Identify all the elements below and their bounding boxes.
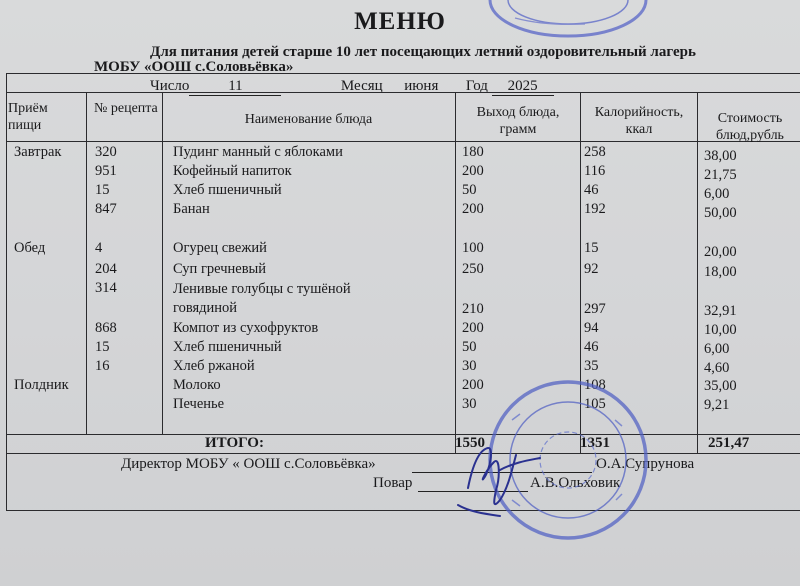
cell-cost: 35,00 bbox=[704, 378, 737, 394]
cell-yield: 50 bbox=[462, 182, 477, 198]
cell-cost: 32,91 bbox=[704, 303, 737, 319]
cell-recipe: 15 bbox=[95, 339, 110, 355]
cell-cost: 6,00 bbox=[704, 186, 730, 202]
cell-recipe: 951 bbox=[95, 163, 117, 179]
cell-cost: 9,21 bbox=[704, 397, 730, 413]
cell-cost: 50,00 bbox=[704, 205, 737, 221]
cell-meal: Завтрак bbox=[14, 144, 62, 160]
cell-recipe: 847 bbox=[95, 201, 117, 217]
cell-kcal: 46 bbox=[584, 182, 599, 198]
year-value: 2025 bbox=[492, 78, 554, 96]
cell-recipe: 15 bbox=[95, 182, 110, 198]
cell-cost: 20,00 bbox=[704, 244, 737, 260]
cell-recipe: 314 bbox=[95, 280, 117, 296]
header-cost: Стоимость блюд,рубль bbox=[716, 111, 784, 143]
cell-dish: Суп гречневый bbox=[173, 261, 267, 277]
totals-kcal: 1351 bbox=[580, 435, 610, 451]
cell-dish: Хлеб пшеничный bbox=[173, 339, 282, 355]
cell-yield: 50 bbox=[462, 339, 477, 355]
cell-kcal: 297 bbox=[584, 301, 606, 317]
cell-kcal: 258 bbox=[584, 144, 606, 160]
cell-kcal: 46 bbox=[584, 339, 599, 355]
director-signature bbox=[458, 448, 540, 516]
subtitle-school: МОБУ «ООШ с.Соловьёвка» bbox=[94, 59, 294, 75]
cell-kcal: 192 bbox=[584, 201, 606, 217]
cell-kcal: 94 bbox=[584, 320, 599, 336]
cell-recipe: 204 bbox=[95, 261, 117, 277]
cell-recipe: 16 bbox=[95, 358, 110, 374]
cell-yield: 250 bbox=[462, 261, 484, 277]
cell-cost: 10,00 bbox=[704, 322, 737, 338]
header-recipe: № рецепта bbox=[94, 101, 158, 116]
cell-cost: 4,60 bbox=[704, 360, 730, 376]
cell-yield: 200 bbox=[462, 377, 484, 393]
cell-kcal: 108 bbox=[584, 377, 606, 393]
director-name: О.А.Супрунова bbox=[596, 456, 695, 472]
cell-cost: 38,00 bbox=[704, 148, 737, 164]
day-value: 11 bbox=[189, 78, 281, 96]
cell-yield: 30 bbox=[462, 396, 477, 412]
cell-dish: Хлеб ржаной bbox=[173, 358, 255, 374]
header-calories: Калорийность, ккал bbox=[594, 105, 684, 137]
director-label: Директор МОБУ « ООШ с.Соловьёвка» bbox=[121, 456, 376, 472]
top-stamp bbox=[490, 0, 646, 36]
month-label: Месяц bbox=[340, 78, 383, 94]
cell-recipe: 320 bbox=[95, 144, 117, 160]
month-value: июня bbox=[404, 78, 439, 94]
cell-dish: говядиной bbox=[173, 300, 238, 316]
cell-dish: Кофейный напиток bbox=[173, 163, 292, 179]
bottom-stamp bbox=[490, 382, 646, 538]
totals-cost: 251,47 bbox=[708, 435, 750, 451]
cell-yield: 200 bbox=[462, 201, 484, 217]
subtitle-camp: Для питания детей старше 10 лет посещающих летний оздоровительный лагерь bbox=[150, 44, 696, 60]
cell-yield: 200 bbox=[462, 320, 484, 336]
header-dish: Наименование блюда bbox=[244, 112, 373, 127]
cell-cost: 6,00 bbox=[704, 341, 730, 357]
cell-kcal: 92 bbox=[584, 261, 599, 277]
cell-recipe: 868 bbox=[95, 320, 117, 336]
cell-yield: 180 bbox=[462, 144, 484, 160]
year-label: Год bbox=[465, 78, 488, 94]
cell-cost: 21,75 bbox=[704, 167, 737, 183]
header-yield: Выход блюда, грамм bbox=[476, 105, 560, 137]
cell-kcal: 35 bbox=[584, 358, 599, 374]
cell-meal: Полдник bbox=[14, 377, 69, 393]
totals-label: ИТОГО: bbox=[205, 435, 264, 451]
header-meal: Приём пищи bbox=[8, 101, 48, 133]
cell-dish: Печенье bbox=[173, 396, 225, 412]
totals-yield: 1550 bbox=[455, 435, 485, 451]
cell-kcal: 105 bbox=[584, 396, 606, 412]
cell-dish: Пудинг манный с яблоками bbox=[173, 144, 343, 160]
cell-dish: Ленивые голубцы с тушёной bbox=[173, 281, 351, 297]
page-title: МЕНЮ bbox=[354, 8, 446, 35]
cell-yield: 200 bbox=[462, 163, 484, 179]
cell-kcal: 116 bbox=[584, 163, 606, 179]
cell-kcal: 15 bbox=[584, 240, 599, 256]
cell-yield: 210 bbox=[462, 301, 484, 317]
cell-dish: Огурец свежий bbox=[173, 240, 267, 256]
cell-yield: 100 bbox=[462, 240, 484, 256]
cell-dish: Компот из сухофруктов bbox=[173, 320, 319, 336]
cell-dish: Молоко bbox=[173, 377, 221, 393]
cell-recipe: 4 bbox=[95, 240, 103, 256]
cook-label: Повар bbox=[373, 475, 413, 491]
day-label: Число bbox=[150, 78, 190, 94]
cell-dish: Хлеб пшеничный bbox=[173, 182, 282, 198]
cook-name: А.В.Ольховик bbox=[530, 475, 621, 491]
cell-meal: Обед bbox=[14, 240, 46, 256]
cell-dish: Банан bbox=[173, 201, 210, 217]
cell-yield: 30 bbox=[462, 358, 477, 374]
cell-cost: 18,00 bbox=[704, 264, 737, 280]
